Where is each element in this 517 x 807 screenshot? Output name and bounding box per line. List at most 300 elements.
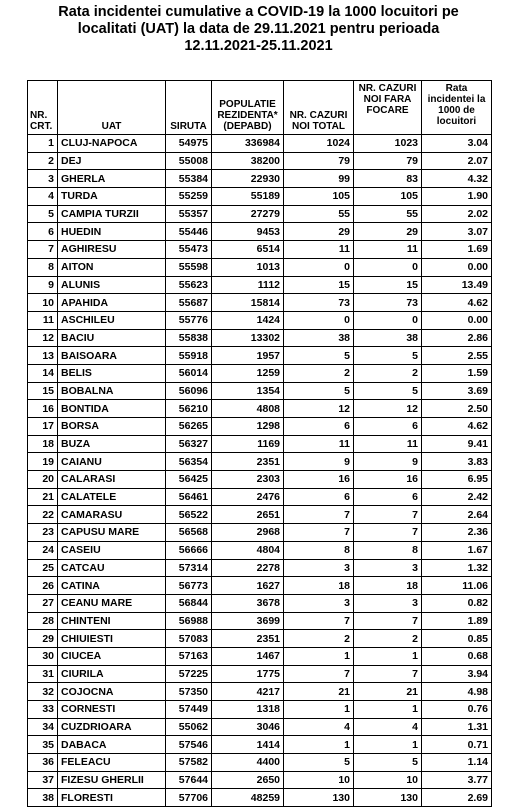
header-populatie: POPULATIE REZIDENTA* (DEPABD) [212, 81, 284, 135]
cell-populatie: 2968 [212, 524, 284, 542]
cell-nr: 15 [28, 382, 58, 400]
cell-rata: 1.89 [422, 612, 492, 630]
cell-uat: CEANU MARE [58, 594, 166, 612]
cell-cazuri-fara-focare: 1023 [354, 135, 422, 153]
cell-uat: BORSA [58, 418, 166, 436]
cell-siruta: 57546 [166, 736, 212, 754]
cell-uat: APAHIDA [58, 294, 166, 312]
cell-populatie: 2651 [212, 506, 284, 524]
cell-siruta: 56354 [166, 453, 212, 471]
cell-populatie: 1467 [212, 647, 284, 665]
cell-nr: 18 [28, 435, 58, 453]
cell-cazuri-total: 79 [284, 152, 354, 170]
cell-uat: DABACA [58, 736, 166, 754]
cell-populatie: 4400 [212, 754, 284, 772]
table-row [28, 506, 492, 524]
cell-cazuri-total: 10 [284, 771, 354, 789]
table-row [28, 754, 492, 772]
cell-siruta: 56210 [166, 400, 212, 418]
cell-uat: BAISOARA [58, 347, 166, 365]
table-row [28, 400, 492, 418]
cell-nr: 31 [28, 665, 58, 683]
cell-nr: 20 [28, 471, 58, 489]
header-nr: NR. CRT. [28, 81, 58, 135]
cell-nr: 29 [28, 630, 58, 648]
title-line-3: 12.11.2021-25.11.2021 [184, 38, 333, 54]
cell-populatie: 2351 [212, 453, 284, 471]
cell-nr: 25 [28, 559, 58, 577]
cell-siruta: 57225 [166, 665, 212, 683]
cell-populatie: 336984 [212, 135, 284, 153]
cell-cazuri-fara-focare: 55 [354, 205, 422, 223]
cell-rata: 2.69 [422, 789, 492, 807]
cell-cazuri-total: 105 [284, 188, 354, 206]
cell-populatie: 55189 [212, 188, 284, 206]
table-row [28, 258, 492, 276]
cell-rata: 1.31 [422, 718, 492, 736]
table-row [28, 435, 492, 453]
cell-cazuri-total: 29 [284, 223, 354, 241]
cell-nr: 27 [28, 594, 58, 612]
cell-cazuri-total: 5 [284, 754, 354, 772]
cell-uat: BACIU [58, 329, 166, 347]
cell-cazuri-total: 3 [284, 559, 354, 577]
table-header-row [28, 81, 492, 135]
cell-populatie: 1259 [212, 364, 284, 382]
cell-nr: 26 [28, 577, 58, 595]
cell-rata: 0.85 [422, 630, 492, 648]
table-row [28, 329, 492, 347]
cell-populatie: 1424 [212, 311, 284, 329]
cell-nr: 22 [28, 506, 58, 524]
cell-uat: AITON [58, 258, 166, 276]
cell-cazuri-total: 1 [284, 647, 354, 665]
cell-uat: CASEIU [58, 541, 166, 559]
cell-cazuri-total: 6 [284, 488, 354, 506]
cell-populatie: 1957 [212, 347, 284, 365]
cell-populatie: 3699 [212, 612, 284, 630]
cell-uat: CAMPIA TURZII [58, 205, 166, 223]
table-row [28, 471, 492, 489]
cell-cazuri-total: 0 [284, 258, 354, 276]
cell-nr: 35 [28, 736, 58, 754]
table-row [28, 311, 492, 329]
table-row [28, 276, 492, 294]
cell-cazuri-total: 5 [284, 347, 354, 365]
table-row [28, 647, 492, 665]
cell-siruta: 55259 [166, 188, 212, 206]
cell-rata: 0.71 [422, 736, 492, 754]
cell-cazuri-fara-focare: 15 [354, 276, 422, 294]
cell-cazuri-total: 73 [284, 294, 354, 312]
cell-cazuri-fara-focare: 5 [354, 347, 422, 365]
cell-siruta: 57449 [166, 701, 212, 719]
cell-cazuri-fara-focare: 4 [354, 718, 422, 736]
cell-siruta: 55623 [166, 276, 212, 294]
cell-nr: 3 [28, 170, 58, 188]
table-row [28, 170, 492, 188]
cell-rata: 1.69 [422, 241, 492, 259]
cell-populatie: 4808 [212, 400, 284, 418]
cell-cazuri-fara-focare: 1 [354, 701, 422, 719]
cell-uat: GHERLA [58, 170, 166, 188]
cell-cazuri-total: 7 [284, 506, 354, 524]
cell-siruta: 56425 [166, 471, 212, 489]
cell-cazuri-fara-focare: 7 [354, 506, 422, 524]
cell-rata: 2.55 [422, 347, 492, 365]
cell-cazuri-total: 2 [284, 630, 354, 648]
table-row [28, 294, 492, 312]
cell-nr: 32 [28, 683, 58, 701]
document-title [0, 4, 517, 74]
cell-populatie: 2351 [212, 630, 284, 648]
cell-nr: 17 [28, 418, 58, 436]
cell-nr: 33 [28, 701, 58, 719]
cell-siruta: 54975 [166, 135, 212, 153]
cell-nr: 2 [28, 152, 58, 170]
cell-rata: 1.67 [422, 541, 492, 559]
cell-cazuri-total: 21 [284, 683, 354, 701]
cell-populatie: 22930 [212, 170, 284, 188]
table-row [28, 559, 492, 577]
cell-rata: 6.95 [422, 471, 492, 489]
title-line-2: localitati (UAT) la data de 29.11.2021 pentru perioada [77, 21, 440, 37]
cell-cazuri-fara-focare: 11 [354, 241, 422, 259]
cell-uat: AGHIRESU [58, 241, 166, 259]
cell-rata: 11.06 [422, 577, 492, 595]
cell-rata: 4.32 [422, 170, 492, 188]
cell-nr: 21 [28, 488, 58, 506]
cell-populatie: 1013 [212, 258, 284, 276]
cell-nr: 19 [28, 453, 58, 471]
cell-uat: CAMARASU [58, 506, 166, 524]
cell-siruta: 57644 [166, 771, 212, 789]
cell-rata: 2.02 [422, 205, 492, 223]
cell-rata: 13.49 [422, 276, 492, 294]
cell-cazuri-fara-focare: 73 [354, 294, 422, 312]
cell-cazuri-fara-focare: 7 [354, 524, 422, 542]
table-row [28, 736, 492, 754]
cell-uat: CHINTENI [58, 612, 166, 630]
cell-cazuri-fara-focare: 79 [354, 152, 422, 170]
cell-uat: CIUCEA [58, 647, 166, 665]
cell-cazuri-total: 11 [284, 241, 354, 259]
cell-siruta: 57083 [166, 630, 212, 648]
cell-cazuri-total: 11 [284, 435, 354, 453]
cell-rata: 3.07 [422, 223, 492, 241]
cell-siruta: 55838 [166, 329, 212, 347]
table-row [28, 347, 492, 365]
table-row [28, 665, 492, 683]
cell-nr: 5 [28, 205, 58, 223]
cell-cazuri-fara-focare: 83 [354, 170, 422, 188]
table-row [28, 541, 492, 559]
cell-siruta: 56327 [166, 435, 212, 453]
cell-rata: 4.62 [422, 418, 492, 436]
cell-siruta: 56096 [166, 382, 212, 400]
table-row [28, 718, 492, 736]
cell-cazuri-fara-focare: 10 [354, 771, 422, 789]
table-row [28, 453, 492, 471]
cell-rata: 3.94 [422, 665, 492, 683]
cell-cazuri-fara-focare: 7 [354, 665, 422, 683]
cell-uat: FELEACU [58, 754, 166, 772]
cell-cazuri-fara-focare: 2 [354, 364, 422, 382]
table-row [28, 241, 492, 259]
cell-rata: 3.77 [422, 771, 492, 789]
cell-rata: 4.62 [422, 294, 492, 312]
cell-populatie: 2650 [212, 771, 284, 789]
incidence-table [27, 80, 492, 807]
cell-populatie: 9453 [212, 223, 284, 241]
cell-uat: HUEDIN [58, 223, 166, 241]
cell-rata: 1.32 [422, 559, 492, 577]
cell-rata: 3.69 [422, 382, 492, 400]
cell-uat: CIURILA [58, 665, 166, 683]
cell-uat: FIZESU GHERLII [58, 771, 166, 789]
table-row [28, 135, 492, 153]
cell-uat: BOBALNA [58, 382, 166, 400]
cell-nr: 1 [28, 135, 58, 153]
cell-cazuri-total: 3 [284, 594, 354, 612]
cell-cazuri-total: 16 [284, 471, 354, 489]
cell-rata: 2.50 [422, 400, 492, 418]
cell-rata: 0.76 [422, 701, 492, 719]
cell-siruta: 56988 [166, 612, 212, 630]
cell-rata: 1.14 [422, 754, 492, 772]
cell-populatie: 13302 [212, 329, 284, 347]
cell-cazuri-total: 8 [284, 541, 354, 559]
cell-populatie: 1414 [212, 736, 284, 754]
cell-siruta: 56844 [166, 594, 212, 612]
cell-uat: CATINA [58, 577, 166, 595]
cell-siruta: 56568 [166, 524, 212, 542]
cell-cazuri-fara-focare: 3 [354, 559, 422, 577]
cell-rata: 2.64 [422, 506, 492, 524]
table-row [28, 630, 492, 648]
cell-siruta: 55384 [166, 170, 212, 188]
table-row [28, 382, 492, 400]
cell-siruta: 55776 [166, 311, 212, 329]
cell-populatie: 27279 [212, 205, 284, 223]
cell-siruta: 56666 [166, 541, 212, 559]
cell-cazuri-fara-focare: 3 [354, 594, 422, 612]
cell-cazuri-total: 55 [284, 205, 354, 223]
cell-populatie: 1298 [212, 418, 284, 436]
cell-cazuri-total: 7 [284, 524, 354, 542]
cell-cazuri-total: 1024 [284, 135, 354, 153]
cell-populatie: 3678 [212, 594, 284, 612]
cell-nr: 13 [28, 347, 58, 365]
cell-cazuri-fara-focare: 5 [354, 754, 422, 772]
cell-siruta: 55008 [166, 152, 212, 170]
cell-uat: CHIUIESTI [58, 630, 166, 648]
cell-siruta: 57582 [166, 754, 212, 772]
cell-uat: DEJ [58, 152, 166, 170]
table-row [28, 612, 492, 630]
cell-rata: 2.42 [422, 488, 492, 506]
cell-siruta: 57314 [166, 559, 212, 577]
cell-uat: BUZA [58, 435, 166, 453]
cell-siruta: 55687 [166, 294, 212, 312]
table-row [28, 488, 492, 506]
cell-populatie: 1354 [212, 382, 284, 400]
cell-cazuri-total: 99 [284, 170, 354, 188]
cell-uat: ASCHILEU [58, 311, 166, 329]
cell-cazuri-total: 130 [284, 789, 354, 807]
header-cazuri-total: NR. CAZURI NOI TOTAL [284, 81, 354, 135]
table-row [28, 524, 492, 542]
cell-cazuri-total: 0 [284, 311, 354, 329]
table-row [28, 683, 492, 701]
cell-rata: 0.68 [422, 647, 492, 665]
cell-rata: 1.90 [422, 188, 492, 206]
cell-rata: 0.82 [422, 594, 492, 612]
table-row [28, 364, 492, 382]
cell-siruta: 55598 [166, 258, 212, 276]
cell-siruta: 56014 [166, 364, 212, 382]
cell-cazuri-fara-focare: 16 [354, 471, 422, 489]
cell-populatie: 4217 [212, 683, 284, 701]
cell-rata: 2.07 [422, 152, 492, 170]
table-row [28, 223, 492, 241]
cell-uat: BONTIDA [58, 400, 166, 418]
table-row [28, 188, 492, 206]
table-row [28, 577, 492, 595]
cell-populatie: 6514 [212, 241, 284, 259]
table-body [28, 135, 492, 807]
cell-siruta: 55473 [166, 241, 212, 259]
cell-nr: 9 [28, 276, 58, 294]
cell-cazuri-fara-focare: 21 [354, 683, 422, 701]
cell-siruta: 57706 [166, 789, 212, 807]
cell-populatie: 1627 [212, 577, 284, 595]
cell-siruta: 55357 [166, 205, 212, 223]
cell-siruta: 56522 [166, 506, 212, 524]
table-row [28, 701, 492, 719]
cell-siruta: 57163 [166, 647, 212, 665]
header-cazuri-fara-focare: NR. CAZURI NOI FARA FOCARE [354, 81, 422, 135]
cell-cazuri-total: 18 [284, 577, 354, 595]
cell-rata: 4.98 [422, 683, 492, 701]
cell-siruta: 56461 [166, 488, 212, 506]
cell-nr: 6 [28, 223, 58, 241]
cell-rata: 9.41 [422, 435, 492, 453]
cell-populatie: 38200 [212, 152, 284, 170]
cell-siruta: 57350 [166, 683, 212, 701]
cell-rata: 0.00 [422, 311, 492, 329]
cell-cazuri-fara-focare: 1 [354, 647, 422, 665]
cell-populatie: 2303 [212, 471, 284, 489]
cell-cazuri-total: 9 [284, 453, 354, 471]
header-siruta: SIRUTA [166, 81, 212, 135]
cell-uat: COJOCNA [58, 683, 166, 701]
cell-rata: 0.00 [422, 258, 492, 276]
cell-rata: 2.36 [422, 524, 492, 542]
cell-cazuri-total: 2 [284, 364, 354, 382]
cell-cazuri-fara-focare: 105 [354, 188, 422, 206]
cell-cazuri-fara-focare: 1 [354, 736, 422, 754]
cell-nr: 38 [28, 789, 58, 807]
cell-rata: 3.04 [422, 135, 492, 153]
cell-cazuri-fara-focare: 12 [354, 400, 422, 418]
cell-uat: BELIS [58, 364, 166, 382]
table-row [28, 205, 492, 223]
cell-siruta: 56265 [166, 418, 212, 436]
table-row [28, 152, 492, 170]
cell-populatie: 3046 [212, 718, 284, 736]
cell-cazuri-total: 1 [284, 736, 354, 754]
cell-populatie: 48259 [212, 789, 284, 807]
table-row [28, 789, 492, 807]
cell-siruta: 55446 [166, 223, 212, 241]
header-uat: UAT [58, 81, 166, 135]
header-rata: Rata incidentei la 1000 de locuitori [422, 81, 492, 135]
cell-populatie: 15814 [212, 294, 284, 312]
cell-uat: TURDA [58, 188, 166, 206]
cell-siruta: 56773 [166, 577, 212, 595]
cell-rata: 1.59 [422, 364, 492, 382]
cell-nr: 12 [28, 329, 58, 347]
cell-cazuri-total: 15 [284, 276, 354, 294]
table-row [28, 594, 492, 612]
cell-siruta: 55918 [166, 347, 212, 365]
cell-populatie: 1169 [212, 435, 284, 453]
cell-populatie: 1775 [212, 665, 284, 683]
cell-nr: 8 [28, 258, 58, 276]
title-line-1: Rata incidentei cumulative a COVID-19 la 1000 locuitori pe [58, 4, 459, 20]
cell-uat: CALARASI [58, 471, 166, 489]
cell-nr: 28 [28, 612, 58, 630]
cell-cazuri-total: 1 [284, 701, 354, 719]
cell-nr: 7 [28, 241, 58, 259]
cell-populatie: 1112 [212, 276, 284, 294]
cell-cazuri-total: 12 [284, 400, 354, 418]
cell-cazuri-fara-focare: 2 [354, 630, 422, 648]
cell-cazuri-total: 7 [284, 612, 354, 630]
cell-uat: CAIANU [58, 453, 166, 471]
cell-cazuri-fara-focare: 6 [354, 418, 422, 436]
cell-rata: 3.83 [422, 453, 492, 471]
cell-populatie: 4804 [212, 541, 284, 559]
cell-cazuri-fara-focare: 0 [354, 311, 422, 329]
cell-uat: CAPUSU MARE [58, 524, 166, 542]
cell-nr: 37 [28, 771, 58, 789]
cell-uat: CORNESTI [58, 701, 166, 719]
cell-cazuri-total: 4 [284, 718, 354, 736]
cell-uat: CATCAU [58, 559, 166, 577]
cell-uat: ALUNIS [58, 276, 166, 294]
cell-cazuri-fara-focare: 38 [354, 329, 422, 347]
cell-uat: FLORESTI [58, 789, 166, 807]
cell-populatie: 1318 [212, 701, 284, 719]
cell-populatie: 2476 [212, 488, 284, 506]
table-row [28, 771, 492, 789]
cell-siruta: 55062 [166, 718, 212, 736]
cell-nr: 11 [28, 311, 58, 329]
cell-cazuri-total: 38 [284, 329, 354, 347]
cell-nr: 34 [28, 718, 58, 736]
cell-cazuri-fara-focare: 6 [354, 488, 422, 506]
cell-uat: CLUJ-NAPOCA [58, 135, 166, 153]
cell-cazuri-fara-focare: 5 [354, 382, 422, 400]
cell-cazuri-fara-focare: 18 [354, 577, 422, 595]
cell-cazuri-fara-focare: 8 [354, 541, 422, 559]
cell-cazuri-fara-focare: 0 [354, 258, 422, 276]
cell-cazuri-fara-focare: 29 [354, 223, 422, 241]
cell-nr: 10 [28, 294, 58, 312]
cell-nr: 23 [28, 524, 58, 542]
